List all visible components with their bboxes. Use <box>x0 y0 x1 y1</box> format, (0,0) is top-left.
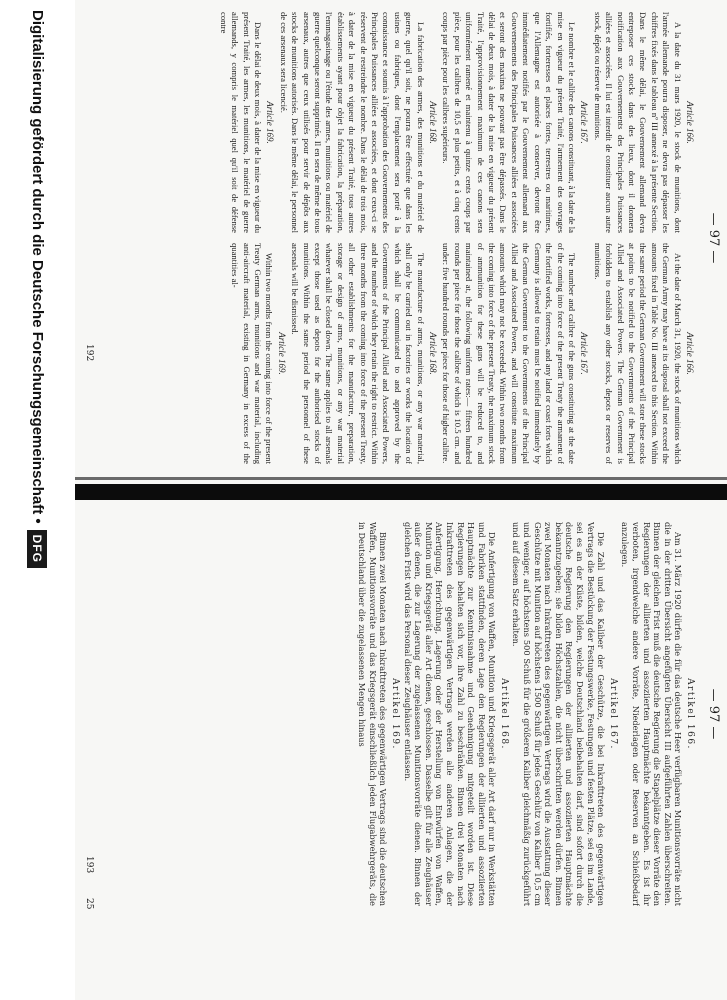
article-heading: Article 167. <box>579 332 590 375</box>
article-heading: Article 166. <box>685 101 695 144</box>
digitization-banner <box>0 0 75 1000</box>
article-heading: Article 168. <box>428 332 439 375</box>
article-heading: Article 167. <box>579 101 590 144</box>
dfg-logo: DFG <box>28 530 48 568</box>
article-heading: Artikel 166. <box>685 678 695 750</box>
article-text: Am 31. März 1920 dürfen die für das deutsche Heer verfügbaren Munitionsvorräte nicht die in der dritten Übersicht angefügten Übersicht III aufgeführten Zahlen überschreiten. Binnen der gleichen Frist muß die deutsche Regierung die Stapelplätze dieser Vorräte den Regierungen der alliierten und assoziierten Hauptmächte bekanntgeben. Es ist ihr verboten, irgendwelche andere Vorräte, Niederlagen oder Reserven an Schießbedarf anzulegen. <box>620 522 684 906</box>
article-text: Within two months from the coming into force of the present Treaty German arms, munitions and war material, including anti-aircraft material, existing in Germany in excess of the quantities al- <box>230 243 275 464</box>
book-gutter <box>0 484 727 500</box>
article-heading: Article 168. <box>428 101 439 144</box>
article-text: Binnen zwei Monaten nach Inkrafttreten des gegenwärtigen Vertrags sind die deutschen Waffen, Munitionsvorräte und das Kriegsgerät einschließlich jeden Flugabwehrgeräts, die in Deutschland über die zugelassenen Mengen hinaus <box>357 522 389 906</box>
page-number: — 97 — <box>706 212 721 264</box>
left-page <box>82 0 727 476</box>
article-heading: Article 166. <box>685 332 695 375</box>
article-text: The number and calibre of the guns constituting at the date of the coming into force of the present Treaty the armament of the fortified works, fortresses, and any land or coast forts which Germany is allowed to retain must be notified immediately by the German Government to the Governments of the Principal Allied and Associated Powers, and will constitute maximum amounts which may not be exceeded. Within two months from the coming into force of the present Treaty, the maximum stock of ammunition for these guns will be reduced to, and maintained at, the following uniform rates:— fifteen hundred rounds per piece for those the calibre of which is 10.5 cm. and under: five hundred rounds per piece for those of higher calibre. <box>441 243 577 464</box>
page-edge <box>0 477 727 480</box>
article-text: Die Zahl und das Kaliber der Geschütze, die bei Inkrafttreten des gegenwärtigen Vertrags die Bestückung der Festungswerke, Festungen und festen Plätze, sei es im Lande, sei es an der Küste, bilden, welche Deutschland beibehalten darf, sind sofort durch die deutsche Regierung den Regierungen der alliierten und assoziierten Hauptmächte bekanntzugeben; sie bilden Höchstzahlen, die nicht überschritten werden dürfen. Binnen zwei Monaten nach Inkrafttreten des gegenwärtigen Vertrags wird die Ausstattung dieser Geschütze mit Munition auf höchstens 1500 Schuß für jedes Geschütz von Kaliber 10,5 cm und weniger, auf höchstens 500 Schuß für die größeren Kaliber gleichmäßig zurückgeführt und auf diesem Satz erhalten. <box>511 522 607 906</box>
article-heading: Artikel 169. <box>389 678 400 750</box>
article-heading: Artikel 168. <box>498 678 509 750</box>
german-column <box>104 522 697 906</box>
signature-mark: 25 <box>84 898 94 910</box>
article-text: A la date du 31 mars 1920, le stock de munitions, dont l'armée allemande pourra disposer, ne devra pas dépasser les chiffres fixés dans le tableau nº III annexé à la présente Section. Dans le même délai, le Gouvernement allemand devra entreposer ces stocks dans des lieux, dont il donnera notification aux Gouvernements des Principales Puissances alliées et associées. Il lui est interdit de constituer aucun autre stock, dépôt ou réserve de munitions. <box>592 12 683 233</box>
article-text: Dans le délai de deux mois, à dater de la mise en vigueur du présent Traité, les armes, les munitions, le matériel de guerre allemands, y compris le matériel quel qu'il soit de défense contre <box>218 12 263 233</box>
right-page <box>82 510 727 918</box>
article-heading: Artikel 167. <box>607 678 618 750</box>
article-text: The manufacture of arms, munitions, or any war material, shall only be carried out in factories or works the location of which shall be communicated to and approved by the Governments of the Principal Allied and Associated Powers, and the number of which they retain the right to restrict. Within three months from the coming into force of the present Treaty, all other establishments for the manufacture, preparation, storage or design of arms, munitions, or any war material whatever shall be closed down. The same applies to all arsenals except those used as depots for the authorised stocks of munitions. Within the same period the personnel of these arsenals will be dismissed. <box>290 243 426 464</box>
article-heading: Article 169. <box>265 101 276 144</box>
page-footer-number: 192 <box>84 344 94 362</box>
english-column <box>104 243 697 464</box>
page-footer-number: 193 <box>84 856 94 874</box>
french-column <box>104 12 697 233</box>
article-text: La fabrication des armes, des munitions et du matériel de guerre, quel qu'il soit, ne pourra être effectuée que dans les usines ou fabriques, dont l'emplacement sera porté à la connaissance et soumis à l'approbation des Gouvernements des Principales Puissances alliées et associées, et dont ceux-ci se réservent de restreindre le nombre. Dans le délai de trois mois, à dater de la mise en vigueur du présent Traité, tous autres établissements ayant pour objet la fabrication, la préparation, l'emmagasinage ou l'étude des armes, munitions ou matériel de guerre quelconque seront supprimés. Il en sera de même de tous arsenaux, autres que ceux utilisés pour servir de dépôts aux stocks de munitions autorisés. Dans le même délai, le personnel de ces arsenaux sera licencié. <box>278 12 426 233</box>
article-text: Le nombre et le calibre des canons constituant, à la date de la mise en vigueur du présent Traité, l'armement des ouvrages fortifiés, forteresses et places fortes, terrestres ou maritimes, que l'Allemagne est autorisée à conserver, devront être immédiatement notifiés par le Gouvernement allemand aux Gouvernements des Principales Puissances alliées et associées et seront des maxima ne pouvant pas être dépassés. Dans le délai de deux mois, à dater de la mise en vigueur du présent Traité, l'approvisionnement maximum de ces canons sera uniformément ramené et maintenu à quinze cents coups par pièce, pour les calibres de 10,5 et plus petits, et à cinq cents coups par pièce pour les calibres supérieurs. <box>441 12 577 233</box>
banner-text: Digitalisierung gefördert durch die Deutsche Forschungsgemeinschaft • <box>29 10 46 524</box>
article-heading: Article 169. <box>276 332 287 375</box>
page-number: — 97 — <box>706 688 721 740</box>
article-text: At the date of March 31, 1920, the stock of munitions which the German Army may have at its disposal shall not exceed the amounts fixed in Table No. III annexed to this Section. Within the same period the German Government will store these stocks at points to be notified to the Governments of the Principal Allied and Associated Powers. The German Government is forbidden to establish any other stocks, depots or reserves of munitions. <box>592 243 683 464</box>
article-text: Die Anfertigung von Waffen, Munition und Kriegsgerät aller Art darf nur in Werkstätten und Fabriken stattfinden, deren Lage den Regierungen der alliierten und assoziierten Hauptmächte zur Kenntnisnahme und Genehmigung mitgeteilt worden ist. Diese Regierungen behalten sich vor, ihre Zahl zu beschränken. Binnen drei Monaten nach Inkrafttreten des gegenwärtigen Vertrags werden alle anderen Anlagen, die der Anfertigung, Herrichtung, Lagerung oder der Herstellung von Entwürfen von Waffen, Munition und Kriegsgerät aller Art dienen, geschlossen. Dasselbe gilt für alle Zeughäuser außer denen, die zur Lagerung der zugelassenen Munitionsvorräte dienen. Binnen der gleichen Frist wird das Personal dieser Zeughäuser entlassen. <box>402 522 498 906</box>
